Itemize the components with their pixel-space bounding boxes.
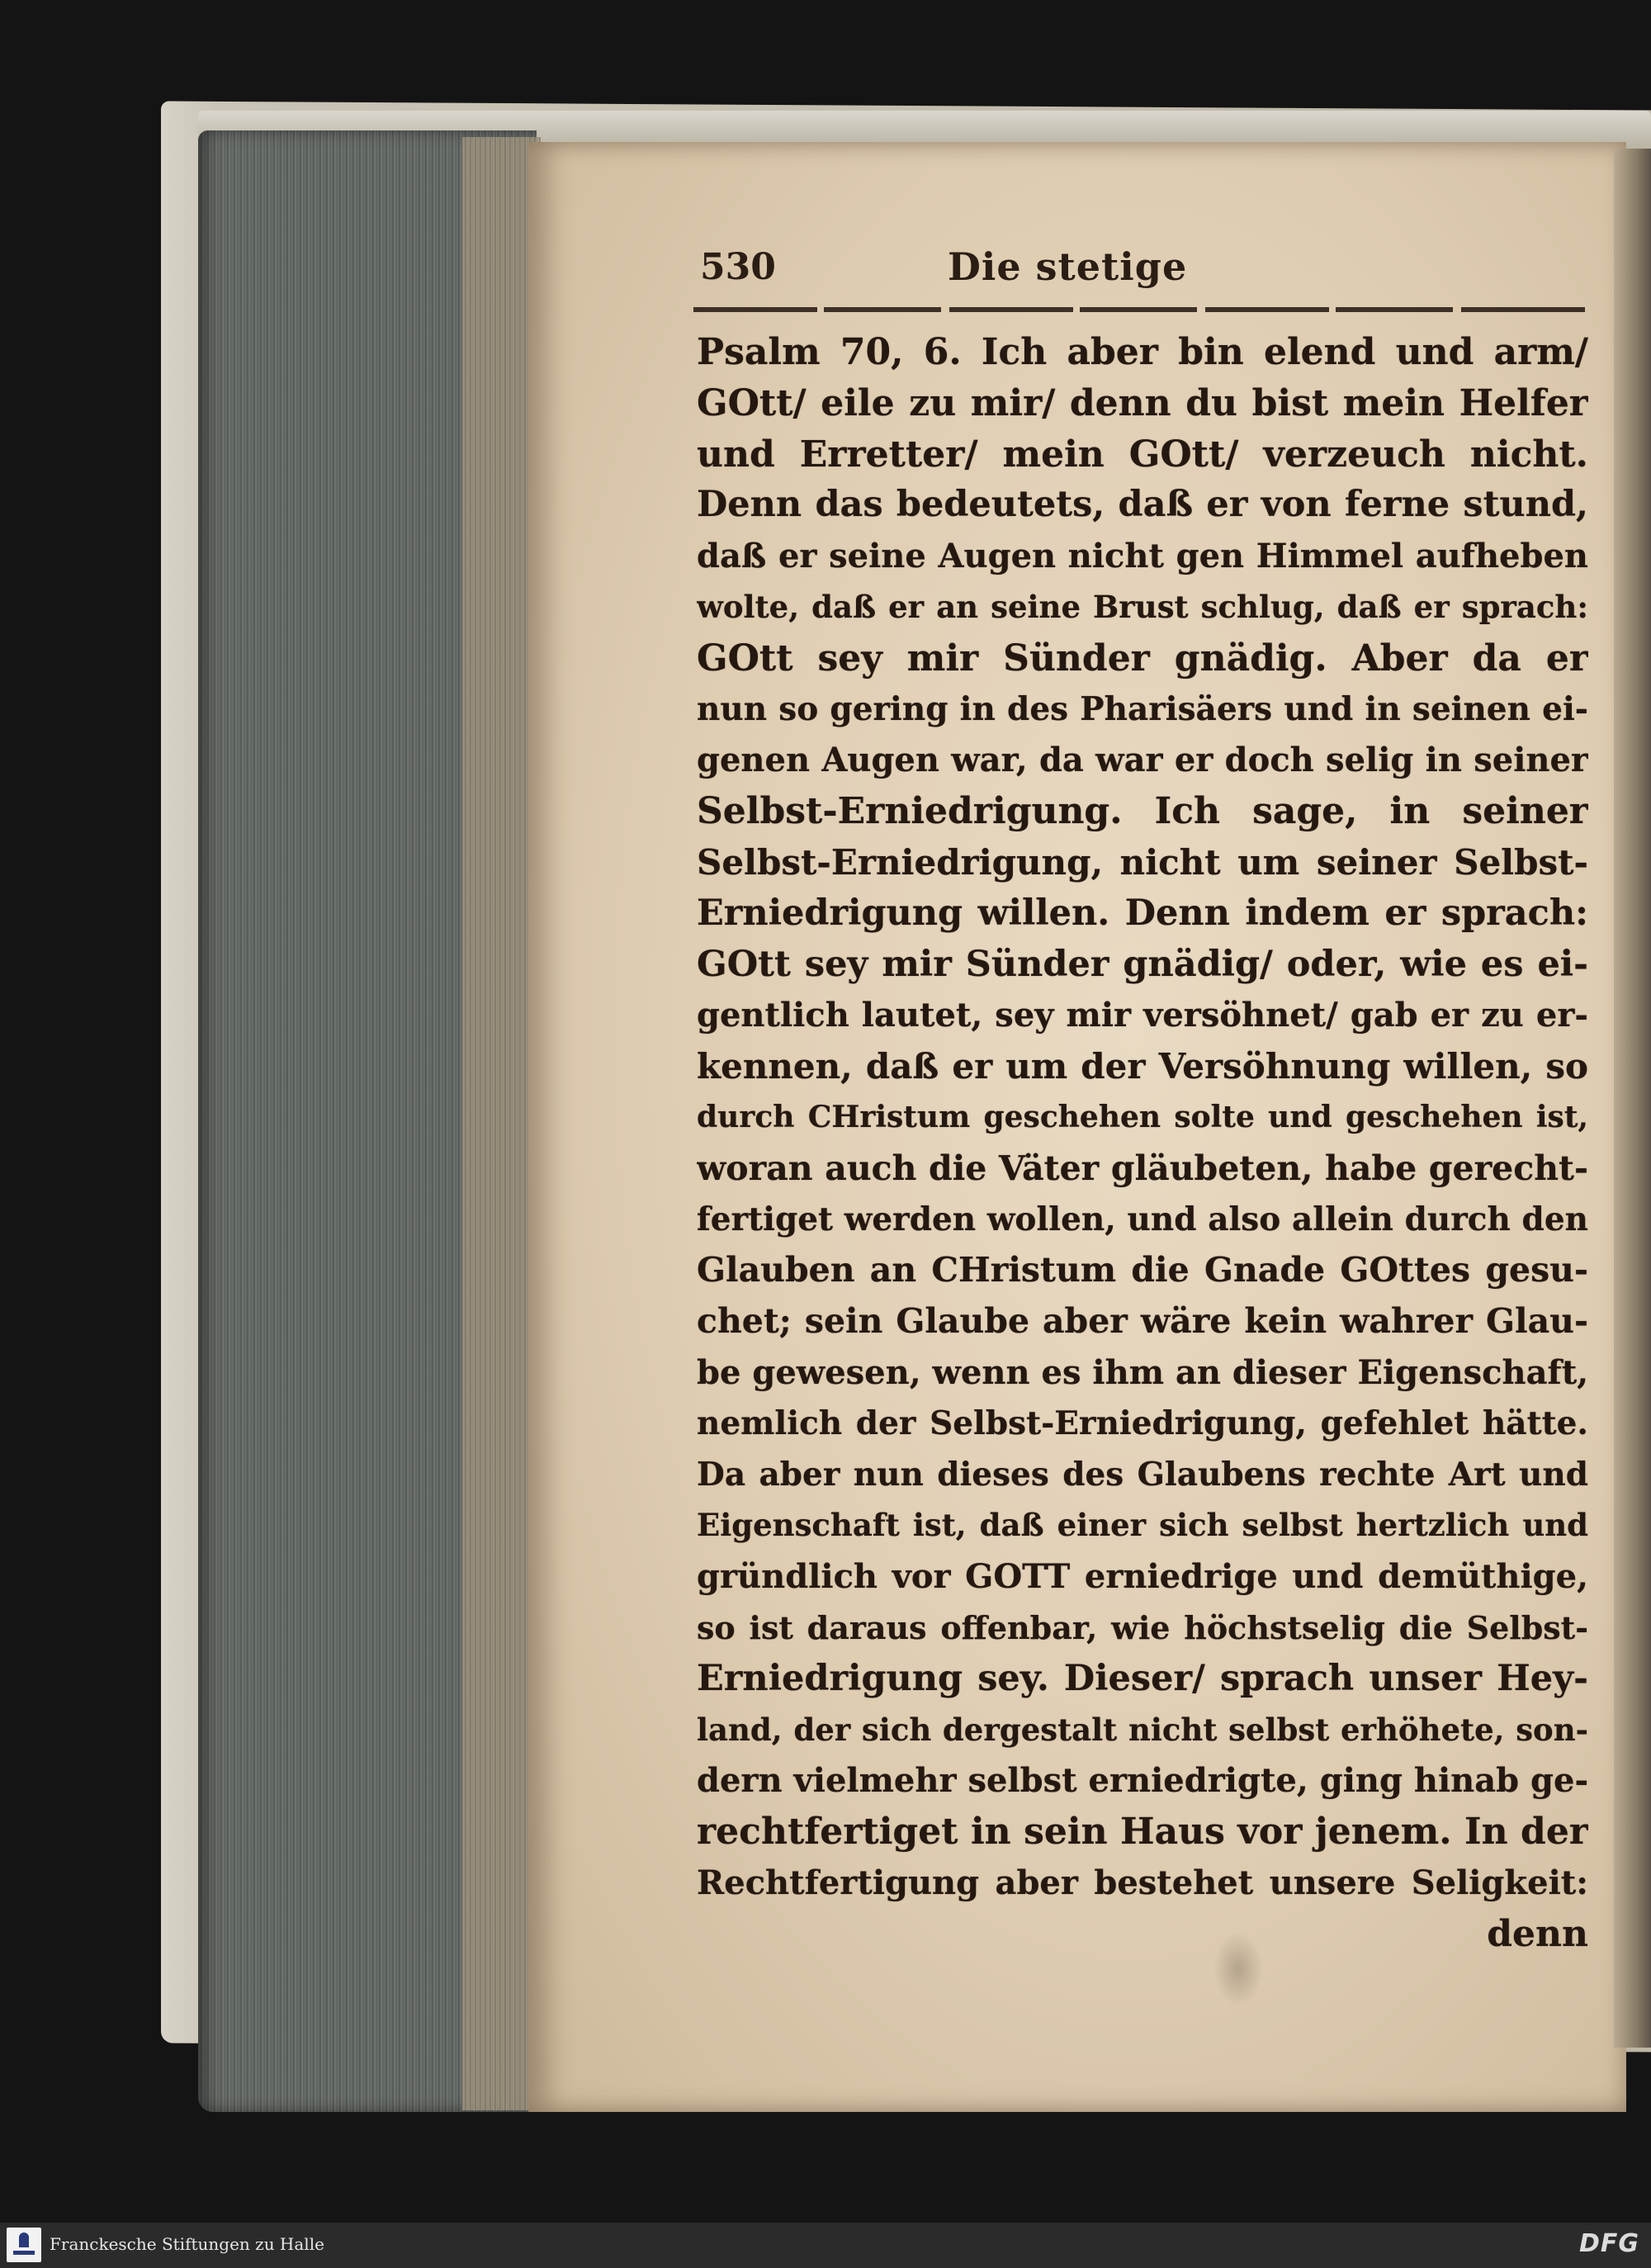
text-line: Selbst-Erniedrigung, nicht um seiner Selbst- <box>697 841 1588 883</box>
page-header <box>700 246 1583 304</box>
text-line: GOtt/ eile zu mir/ denn du bist mein Helfer <box>697 381 1588 424</box>
book-gutter <box>1614 149 1651 2048</box>
text-line: durch CHristum geschehen solte und geschehen ist, <box>697 1099 1588 1134</box>
text-line: land, der sich dergestalt nicht selbst erhöhete, son- <box>697 1711 1588 1748</box>
text-line: kennen, daß er um der Versöhnung willen, so <box>697 1046 1588 1087</box>
body-text <box>697 327 1588 1960</box>
institution-logo-icon[interactable] <box>7 2228 41 2262</box>
text-line: chet; sein Glaube aber wäre kein wahrer Glau- <box>697 1301 1588 1342</box>
text-line: Erniedrigung willen. Denn indem er sprach: <box>697 892 1588 934</box>
text-line: rechtfertiget in sein Haus vor jenem. In der <box>697 1811 1588 1854</box>
text-line: gründlich vor GOTT erniedrige und demüthige, <box>697 1557 1588 1597</box>
text-line: Glauben an CHristum die Gnade GOttes gesu- <box>697 1250 1588 1290</box>
institution-name[interactable]: Franckesche Stiftungen zu Halle <box>50 2234 324 2254</box>
text-line: so ist daraus offenbar, wie höchstselig die Selbst- <box>697 1608 1588 1646</box>
text-line: Selbst-Erniedrigung. Ich sage, in seiner <box>697 790 1588 833</box>
text-line: GOtt sey mir Sünder gnädig. Aber da er <box>697 637 1588 679</box>
text-line: daß er seine Augen nicht gen Himmel aufheben <box>697 537 1588 576</box>
page-number: 530 <box>700 246 776 288</box>
text-line: dern vielmehr selbst erniedrigte, ging hinab ge- <box>697 1761 1588 1801</box>
viewer-footer-bar <box>0 2223 1651 2268</box>
text-line: fertiget werden wollen, und also allein durch den <box>697 1200 1588 1238</box>
text-line: Da aber nun dieses des Glaubens rechte Art und <box>697 1455 1588 1494</box>
text-line: Eigenschaft ist, daß einer sich selbst hertzlich und <box>697 1507 1588 1544</box>
catchword: denn <box>1487 1912 1588 1955</box>
text-line: gentlich lautet, sey mir versöhnet/ gab er zu er- <box>697 996 1588 1035</box>
dfg-logo[interactable]: DFG <box>1578 2229 1639 2258</box>
text-line: Denn das bedeutets, daß er von ferne stund, <box>697 484 1588 526</box>
text-line: wolte, daß er an seine Brust schlug, daß er sprach: <box>697 588 1588 625</box>
header-rule <box>693 307 1585 312</box>
text-line: GOtt sey mir Sünder gnädig/ oder, wie es ei- <box>697 943 1588 985</box>
text-line: Rechtfertigung aber bestehet unsere Seligkeit: <box>697 1863 1588 1902</box>
paper-stain <box>1213 1932 1263 2006</box>
text-line: und Erretter/ mein GOtt/ verzeuch nicht. <box>697 433 1588 476</box>
text-line: Psalm 70, 6. Ich aber bin elend und arm/ <box>697 331 1588 373</box>
text-line: be gewesen, wenn es ihm an dieser Eigenschaft, <box>697 1352 1588 1392</box>
running-head: Die stetige <box>948 244 1188 289</box>
text-line: genen Augen war, da war er doch selig in seiner <box>697 741 1588 780</box>
text-line: Erniedrigung sey. Dieser/ sprach unser Hey- <box>697 1657 1588 1699</box>
text-line: nun so gering in des Pharisäers und in seinen ei- <box>697 689 1588 728</box>
text-line: woran auch die Väter gläubeten, habe gerecht- <box>697 1148 1588 1188</box>
text-line: nemlich der Selbst-Erniedrigung, gefehlet hätte. <box>697 1404 1588 1442</box>
